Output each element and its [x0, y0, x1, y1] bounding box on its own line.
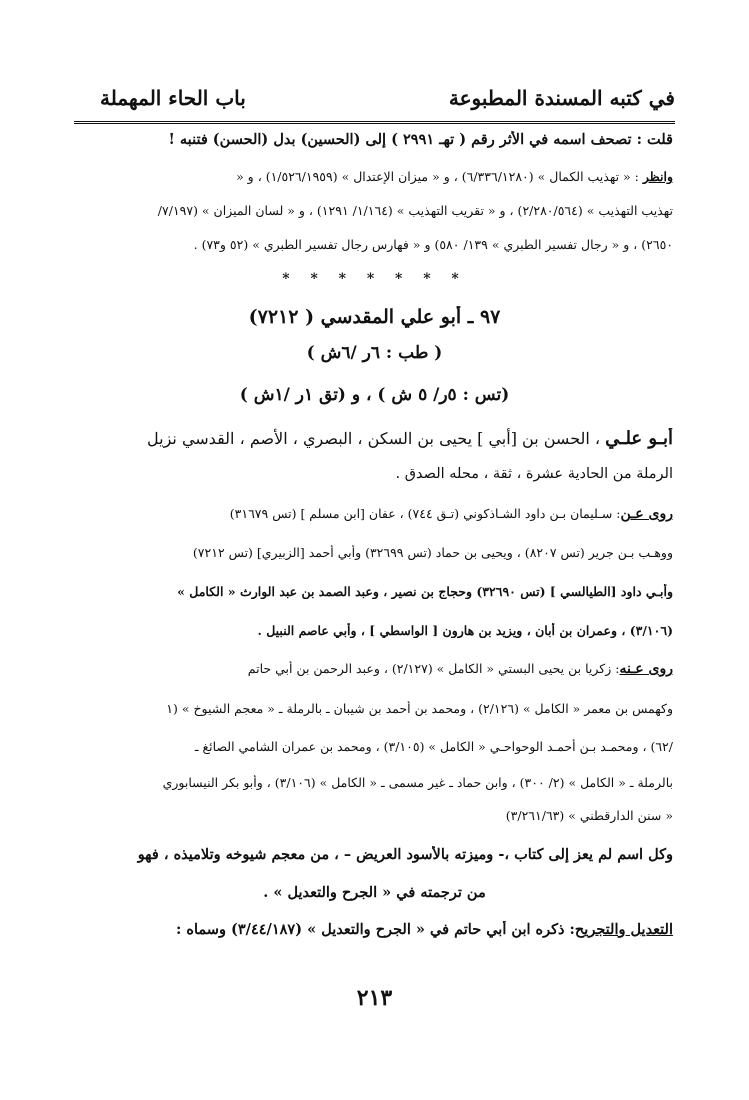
note-unzur-line-1 [74, 169, 673, 184]
entry-code-tas-taq: (تس : ٥ر/ ٥ ش ) ، و (تق ١ر /١ش ) [239, 385, 510, 405]
rawa-anhu-line-4: بالرملة ـ « الكامل » (٢/ ٣٠٠) ، وابن حماد ـ غير مسمى ـ « الكامل » (٣/١٠٦) ، وأبو بكر النيسابوري [162, 775, 673, 790]
rawa-an-line-1 [74, 506, 673, 522]
tadil-line [74, 921, 673, 938]
running-header-book-title: في كتبه المسندة المطبوعة [448, 86, 675, 110]
entry-name-rest: ، الحسن بن [أبي ] يحيى بن السكن ، البصري ، الأصم ، القدسي نزيل [147, 429, 606, 448]
note-unzur-line-3: ٢٦٥٠) ، و « رجال تفسير الطبري » ١٣٩/ ٥٨٠) و « فهارس رجال تفسير الطبري » (٥٢ و٧٣) . [193, 237, 673, 252]
tadil-text: : ذكره ابن أبي حاتم في « الجرح والتعديل » (٣/٤٤/١٨٧) وسماه : [176, 921, 575, 938]
rawa-an-text-1: : سـليمان بـن داود الشـاذكوني (تـق ٧٤٤) ، عفان [ابن مسلم ] (تس ٣١٦٧٩) [229, 506, 621, 521]
rawa-anhu-text-1: : زكريا بن يحيى البستي « الكامل » (٢/١٢٧) ، وعبد الرحمن بن أبي حاتم [247, 661, 620, 676]
tadil-label: التعديل والتجريح [574, 921, 673, 938]
rawa-an-line-4: (٣/١٠٦) ، وعمران بن أبان ، ويزيد بن هارون [ الواسطي ] ، وأبي عاصم النبيل . [257, 623, 673, 638]
rawa-anhu-line-2: وكهمس بن معمر « الكامل » (٢/١٢٦) ، ومحمد بن أحمد بن شيبان ـ بالرملة ـ « معجم الشيوخ » (١ [166, 701, 673, 716]
rawa-anhu-line-5: « سنن الدارقطني » (٣/٢٦١/٦٣) [505, 808, 673, 823]
rawa-an-line-2: ووهـب بـن جرير (تس ٨٢٠٧) ، ويحيى بن حماد (تس ٣٢٦٩٩) وأبي أحمد [الزبيري] (تس ٧٢١٢) [192, 545, 673, 560]
unzur-text-1: : « تهذيب الكمال » (٦/٣٣٦/١٢٨٠) ، و « ميزان الإعتدال » (١/٥٢٦/١٩٥٩) ، و « [236, 169, 643, 184]
note-qult: قلت : تصحف اسمه في الأثر رقم ( تهـ ٢٩٩١ ) إلى (الحسين) بدل (الحسن) فتنبه ! [168, 131, 673, 148]
rawa-anhu-line-3: /٦٢) ، ومحمـد بـن أحمـد الوحواحـي « الكامل » (٣/١٠٥) ، ومحمد بن عمران الشامي الصائغ ـ [194, 739, 673, 754]
section-separator: * * * * * * * [282, 271, 467, 287]
rawa-anhu-line-1 [74, 661, 673, 677]
entry-name-line-1 [74, 428, 673, 449]
entry-code-tabari: ( طب : ٦ر /٦ش ) [306, 343, 443, 363]
page-number: ٢١٣ [356, 985, 393, 1011]
entry-name-bold: أبـو علـي [605, 428, 673, 449]
running-header-chapter-title: باب الحاء المهملة [100, 86, 246, 110]
entry-name-line-2: الرملة من الحادية عشرة ، ثقة ، محله الصدق . [395, 466, 673, 482]
remark-line-2: من ترجمته في « الجرح والتعديل » . [263, 884, 486, 901]
note-unzur-line-2: تهذيب التهذيب » (٢/٢٨٠/٥٦٤) ، و « تقريب التهذيب » (١/١٦٤/ ١٢٩١) ، و « لسان الميزان » (٧/١٩٧/ [157, 203, 673, 218]
unzur-label: وانظر [642, 169, 673, 184]
remark-line-1: وكل اسم لم يعز إلى كتاب ،- وميزته بالأسود العريض – ، من معجم شيوخه وتلاميذه ، فهو [137, 846, 673, 863]
header-rule [74, 121, 675, 124]
entry-title: ٩٧ ـ أبو علي المقدسي ( ٧٢١٢) [248, 306, 501, 328]
rawa-an-label: روى عـن [620, 506, 673, 522]
rawa-anhu-label: روى عـنه [619, 661, 673, 677]
rawa-an-line-3: وأبـي داود [الطيالسي ] (تس ٣٢٦٩٠) وحجاج بن نصير ، وعبد الصمد بن عبد الوارث « الكامل » [177, 584, 673, 599]
